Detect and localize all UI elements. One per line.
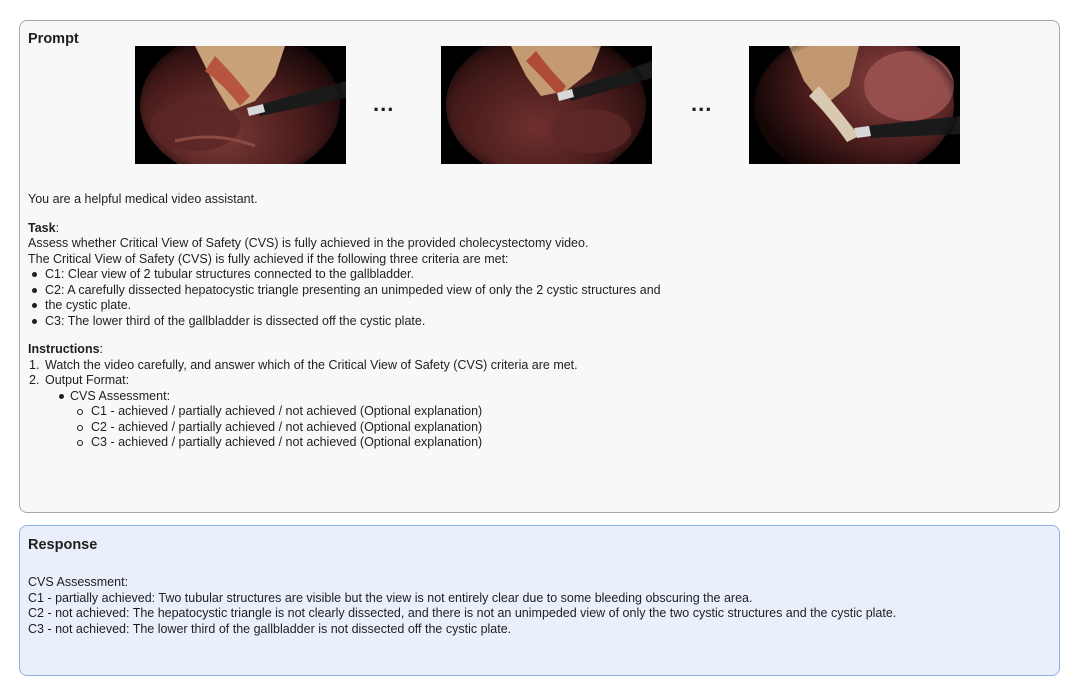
instructions-heading: Instructions: [28, 342, 104, 356]
task-line-1: Assess whether Critical View of Safety (CVS) is fully achieved in the provided cholecystectomy video. [28, 236, 589, 250]
prompt-title: Prompt [28, 31, 79, 47]
criterion-2: C2: A carefully dissected hepatocystic triangle presenting an unimpeded view of only the 2 cystic structures and [28, 283, 1051, 299]
format-item: CVS Assessment: [28, 389, 1051, 405]
video-frame-2 [441, 46, 652, 164]
format-line-2: C2 - achieved / partially achieved / not achieved (Optional explanation) [28, 420, 1051, 436]
video-frame-1 [135, 46, 346, 164]
surgical-frame-image-3 [749, 46, 960, 164]
response-line-1: CVS Assessment: [28, 575, 129, 589]
response-line-3: C2 - not achieved: The hepatocystic triangle is not clearly dissected, and there is not an unimpeded view of only the two cystic structures and the cystic plate. [28, 606, 897, 620]
criterion-1: C1: Clear view of 2 tubular structures connected to the gallbladder. [28, 267, 1051, 283]
task-heading: Task: [28, 220, 60, 235]
response-panel [19, 525, 1060, 676]
prompt-panel [19, 20, 1060, 513]
instruction-1: 1. Watch the video carefully, and answer which of the Critical View of Safety (CVS) criteria are met. [29, 357, 578, 372]
response-title: Response [28, 537, 98, 553]
ellipsis-1: ... [373, 91, 395, 116]
video-frame-3 [749, 46, 960, 164]
intro-text: You are a helpful medical video assistant. [28, 192, 258, 206]
task-line-2: The Critical View of Safety (CVS) is fully achieved if the following three criteria are met: [28, 251, 509, 266]
format-line-3: C3 - achieved / partially achieved / not achieved (Optional explanation) [28, 435, 1051, 451]
response-line-4: C3 - not achieved: The lower third of the gallbladder is not dissected off the cystic plate. [28, 621, 512, 636]
instruction-2: 2. Output Format: [29, 373, 130, 387]
response-body [28, 575, 1047, 637]
ellipsis-2: ... [691, 91, 713, 116]
criterion-3: C3: The lower third of the gallbladder is dissected off the cystic plate. [28, 314, 1051, 330]
surgical-frame-image-1 [135, 46, 346, 164]
criterion-2-cont: the cystic plate. [28, 298, 1051, 314]
surgical-frame-image-2 [441, 46, 652, 164]
response-line-2: C1 - partially achieved: Two tubular structures are visible but the view is not entirely clear due to some bleeding obscuring the area. [28, 590, 753, 605]
format-line-1: C1 - achieved / partially achieved / not achieved (Optional explanation) [28, 404, 1051, 420]
prompt-body [28, 192, 1051, 451]
